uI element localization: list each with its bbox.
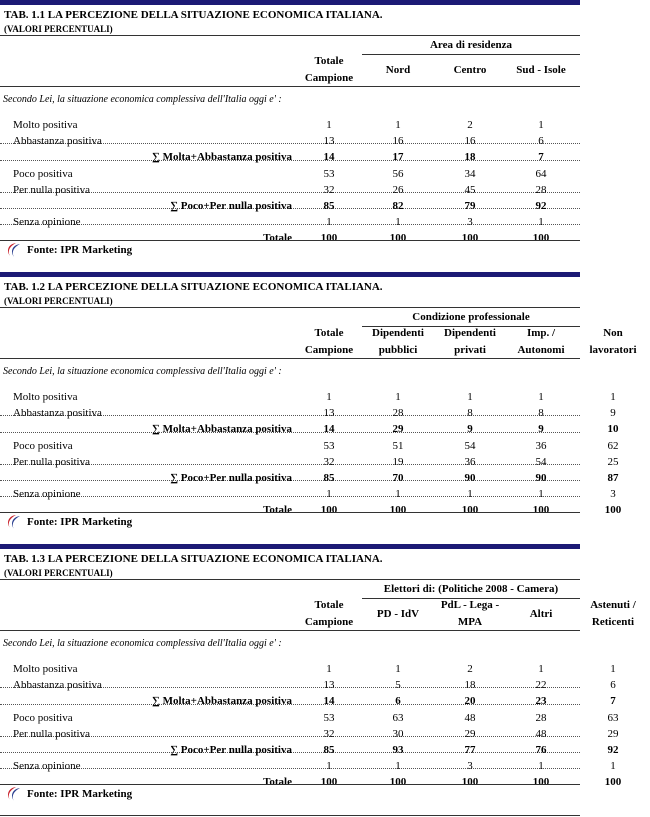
table-cell: 53 xyxy=(323,168,335,180)
group-header: Area di residenza xyxy=(429,39,513,51)
table-cell: 1 xyxy=(326,391,332,403)
table-cell: 6 xyxy=(610,679,616,691)
row-label: Senza opinione xyxy=(13,216,81,228)
column-header-line: privati xyxy=(454,344,486,356)
table-cell: 100 xyxy=(389,232,407,244)
table-cell: 28 xyxy=(392,407,404,419)
table-cell: 90 xyxy=(535,472,547,484)
column-header-line: Dipendenti xyxy=(372,327,424,339)
ipr-logo-icon xyxy=(4,513,24,531)
row-label: Poco positiva xyxy=(13,168,73,180)
table-cell: 53 xyxy=(323,712,335,724)
table-cell: 18 xyxy=(464,679,476,691)
table-cell: 1 xyxy=(610,391,616,403)
table-cell: 100 xyxy=(461,232,479,244)
table-cell: 9 xyxy=(538,423,544,435)
column-header-line: Autonomi xyxy=(517,344,565,356)
column-header xyxy=(578,325,648,359)
source-text: Fonte: IPR Marketing xyxy=(27,516,133,528)
question-text: Secondo Lei, la situazione economica complessiva dell'Italia oggi e' : xyxy=(3,94,282,105)
table-cell: 92 xyxy=(607,744,619,756)
table-cell: 19 xyxy=(392,456,404,468)
source-text: Fonte: IPR Marketing xyxy=(27,244,133,256)
group-header: Condizione professionale xyxy=(412,311,530,323)
column-header xyxy=(363,62,433,79)
table-cell: 54 xyxy=(464,440,476,452)
table-cell: 6 xyxy=(395,695,401,707)
table-cell: 100 xyxy=(604,776,622,788)
table-cell: 1 xyxy=(610,760,616,772)
row-label: Abbastanza positiva xyxy=(13,679,102,691)
table-section-1 xyxy=(0,0,650,272)
table-cell: 48 xyxy=(535,728,547,740)
question-text: Secondo Lei, la situazione economica complessiva dell'Italia oggi e' : xyxy=(3,638,282,649)
table-cell: 3 xyxy=(610,488,616,500)
ipr-logo-icon xyxy=(4,785,24,803)
column-header xyxy=(578,597,648,631)
table-cell: 1 xyxy=(395,216,401,228)
row-label: Molto positiva xyxy=(13,119,78,131)
table-cell: 28 xyxy=(535,184,547,196)
table-cell: 77 xyxy=(464,744,476,756)
table-cell: 85 xyxy=(323,200,335,212)
table-cell: 29 xyxy=(607,728,619,740)
table-cell: 100 xyxy=(532,232,550,244)
column-header-line: Altri xyxy=(529,608,553,620)
table-title: TAB. 1.1 LA PERCEZIONE DELLA SITUAZIONE ECONOMICA ITALIANA. xyxy=(4,9,383,21)
table-cell: 1 xyxy=(326,216,332,228)
table-cell: 13 xyxy=(323,679,335,691)
table-cell: 8 xyxy=(467,407,473,419)
source-line xyxy=(4,785,132,803)
table-cell: 56 xyxy=(392,168,404,180)
table-cell: 1 xyxy=(610,663,616,675)
row-label: Per nulla positiva xyxy=(13,184,90,196)
row-label: ∑ Molta+Abbastanza positiva xyxy=(151,151,292,163)
table-cell: 54 xyxy=(535,456,547,468)
table-cell: 100 xyxy=(532,504,550,516)
table-cell: 14 xyxy=(323,151,335,163)
column-header-line: Reticenti xyxy=(591,616,635,628)
row-label: ∑ Poco+Per nulla positiva xyxy=(170,200,292,212)
column-header-totale xyxy=(294,325,364,359)
table-cell: 17 xyxy=(392,151,404,163)
table-cell: 90 xyxy=(464,472,476,484)
table-cell: 87 xyxy=(607,472,619,484)
table-cell: 36 xyxy=(464,456,476,468)
table-cell: 7 xyxy=(610,695,616,707)
row-label: Poco positiva xyxy=(13,440,73,452)
column-header xyxy=(501,62,581,79)
table-cell: 1 xyxy=(395,760,401,772)
table-cell: 23 xyxy=(535,695,547,707)
header-bottom-rule xyxy=(0,358,580,359)
column-header-line: Sud - Isole xyxy=(516,64,566,76)
row-label: ∑ Poco+Per nulla positiva xyxy=(170,472,292,484)
table-cell: 2 xyxy=(467,119,473,131)
column-header-line: Dipendenti xyxy=(444,327,496,339)
row-label: Molto positiva xyxy=(13,391,78,403)
row-label: ∑ Molta+Abbastanza positiva xyxy=(151,423,292,435)
column-header-line: Campione xyxy=(304,72,354,84)
table-cell: 1 xyxy=(538,119,544,131)
table-cell: 32 xyxy=(323,456,335,468)
column-header-line: pubblici xyxy=(378,344,418,356)
table-cell: 1 xyxy=(538,216,544,228)
column-header-line: Imp. / xyxy=(526,327,556,339)
row-label: Poco positiva xyxy=(13,712,73,724)
row-label: Totale xyxy=(263,504,292,516)
column-header-line: Totale xyxy=(314,327,344,339)
column-header-line: Totale xyxy=(314,55,344,67)
table-cell: 92 xyxy=(535,200,547,212)
table-cell: 18 xyxy=(464,151,476,163)
table-cell: 62 xyxy=(607,440,619,452)
table-cell: 93 xyxy=(392,744,404,756)
table-cell: 1 xyxy=(326,760,332,772)
table-cell: 34 xyxy=(464,168,476,180)
row-label: ∑ Poco+Per nulla positiva xyxy=(170,744,292,756)
row-label: Totale xyxy=(263,776,292,788)
table-cell: 100 xyxy=(604,504,622,516)
table-cell: 85 xyxy=(323,744,335,756)
table-cell: 1 xyxy=(326,663,332,675)
header-bottom-rule xyxy=(0,86,580,87)
column-header-totale xyxy=(294,597,364,631)
table-cell: 82 xyxy=(392,200,404,212)
ipr-logo-icon xyxy=(4,241,24,259)
question-text: Secondo Lei, la situazione economica complessiva dell'Italia oggi e' : xyxy=(3,366,282,377)
table-cell: 64 xyxy=(535,168,547,180)
column-header-line: Totale xyxy=(314,599,344,611)
table-cell: 63 xyxy=(607,712,619,724)
table-cell: 26 xyxy=(392,184,404,196)
column-header xyxy=(435,597,505,631)
table-cell: 70 xyxy=(392,472,404,484)
table-cell: 100 xyxy=(320,232,338,244)
column-header-line: MPA xyxy=(457,616,483,628)
table-cell: 36 xyxy=(535,440,547,452)
row-label: Per nulla positiva xyxy=(13,728,90,740)
header-top-rule xyxy=(0,35,580,36)
table-cell: 51 xyxy=(392,440,404,452)
table-cell: 1 xyxy=(326,488,332,500)
row-label: Abbastanza positiva xyxy=(13,407,102,419)
table-cell: 29 xyxy=(464,728,476,740)
table-cell: 14 xyxy=(323,695,335,707)
table-cell: 100 xyxy=(320,776,338,788)
table-cell: 7 xyxy=(538,151,544,163)
table-title: TAB. 1.3 LA PERCEZIONE DELLA SITUAZIONE ECONOMICA ITALIANA. xyxy=(4,553,383,565)
source-text: Fonte: IPR Marketing xyxy=(27,788,133,800)
row-label: Abbastanza positiva xyxy=(13,135,102,147)
group-header-rule xyxy=(362,54,580,55)
table-title: TAB. 1.2 LA PERCEZIONE DELLA SITUAZIONE ECONOMICA ITALIANA. xyxy=(4,281,383,293)
table-cell: 48 xyxy=(464,712,476,724)
table-cell: 100 xyxy=(320,504,338,516)
column-header-line: Nord xyxy=(385,64,411,76)
source-line xyxy=(4,513,132,531)
table-cell: 14 xyxy=(323,423,335,435)
header-top-rule xyxy=(0,307,580,308)
column-header xyxy=(363,325,433,359)
table-subtitle: (VALORI PERCENTUALI) xyxy=(4,568,113,578)
table-cell: 53 xyxy=(323,440,335,452)
column-header-line: Campione xyxy=(304,344,354,356)
header-top-rule xyxy=(0,579,580,580)
row-label: Molto positiva xyxy=(13,663,78,675)
column-header-line: lavoratori xyxy=(589,344,637,356)
table-cell: 25 xyxy=(607,456,619,468)
group-header: Elettori di: (Politiche 2008 - Camera) xyxy=(383,583,559,595)
table-cell: 16 xyxy=(464,135,476,147)
table-cell: 3 xyxy=(467,216,473,228)
table-cell: 1 xyxy=(395,391,401,403)
column-header-line: PdL - Lega - xyxy=(440,599,500,611)
table-cell: 9 xyxy=(467,423,473,435)
table-cell: 32 xyxy=(323,728,335,740)
table-cell: 8 xyxy=(538,407,544,419)
column-header xyxy=(435,62,505,79)
column-header-totale xyxy=(294,53,364,87)
table-cell: 1 xyxy=(326,119,332,131)
table-cell: 1 xyxy=(467,488,473,500)
table-section-2 xyxy=(0,272,650,544)
column-header-line: PD - IdV xyxy=(376,608,420,620)
table-cell: 30 xyxy=(392,728,404,740)
column-header-line: Campione xyxy=(304,616,354,628)
section-top-bar xyxy=(0,0,580,5)
table-cell: 9 xyxy=(610,407,616,419)
table-cell: 2 xyxy=(467,663,473,675)
table-cell: 100 xyxy=(532,776,550,788)
table-cell: 20 xyxy=(464,695,476,707)
table-cell: 1 xyxy=(395,663,401,675)
table-subtitle: (VALORI PERCENTUALI) xyxy=(4,24,113,34)
table-cell: 100 xyxy=(461,504,479,516)
source-line xyxy=(4,241,132,259)
table-cell: 6 xyxy=(538,135,544,147)
row-label: ∑ Molta+Abbastanza positiva xyxy=(151,695,292,707)
table-section-3 xyxy=(0,544,650,816)
table-cell: 100 xyxy=(461,776,479,788)
column-header-line: Non xyxy=(603,327,623,339)
table-cell: 1 xyxy=(538,760,544,772)
column-header xyxy=(363,606,433,623)
table-cell: 79 xyxy=(464,200,476,212)
table-cell: 85 xyxy=(323,472,335,484)
table-cell: 100 xyxy=(389,504,407,516)
table-cell: 28 xyxy=(535,712,547,724)
column-header xyxy=(506,606,576,623)
table-cell: 13 xyxy=(323,135,335,147)
table-cell: 1 xyxy=(538,391,544,403)
table-cell: 13 xyxy=(323,407,335,419)
table-cell: 1 xyxy=(538,663,544,675)
table-cell: 10 xyxy=(607,423,619,435)
table-cell: 76 xyxy=(535,744,547,756)
table-cell: 22 xyxy=(535,679,547,691)
column-header xyxy=(435,325,505,359)
table-cell: 100 xyxy=(389,776,407,788)
header-bottom-rule xyxy=(0,630,580,631)
table-cell: 16 xyxy=(392,135,404,147)
row-label: Totale xyxy=(263,232,292,244)
table-cell: 1 xyxy=(467,391,473,403)
column-header-line: Astenuti / xyxy=(590,599,636,611)
table-cell: 32 xyxy=(323,184,335,196)
page-bottom-rule xyxy=(0,815,580,816)
table-cell: 29 xyxy=(392,423,404,435)
table-cell: 1 xyxy=(395,488,401,500)
table-cell: 1 xyxy=(395,119,401,131)
table-cell: 3 xyxy=(467,760,473,772)
table-subtitle: (VALORI PERCENTUALI) xyxy=(4,296,113,306)
row-label: Senza opinione xyxy=(13,488,81,500)
column-header xyxy=(506,325,576,359)
row-label: Per nulla positiva xyxy=(13,456,90,468)
table-cell: 1 xyxy=(538,488,544,500)
table-cell: 45 xyxy=(464,184,476,196)
table-cell: 63 xyxy=(392,712,404,724)
section-top-bar xyxy=(0,272,580,277)
row-label: Senza opinione xyxy=(13,760,81,772)
section-top-bar xyxy=(0,544,580,549)
column-header-line: Centro xyxy=(453,64,487,76)
table-cell: 5 xyxy=(395,679,401,691)
